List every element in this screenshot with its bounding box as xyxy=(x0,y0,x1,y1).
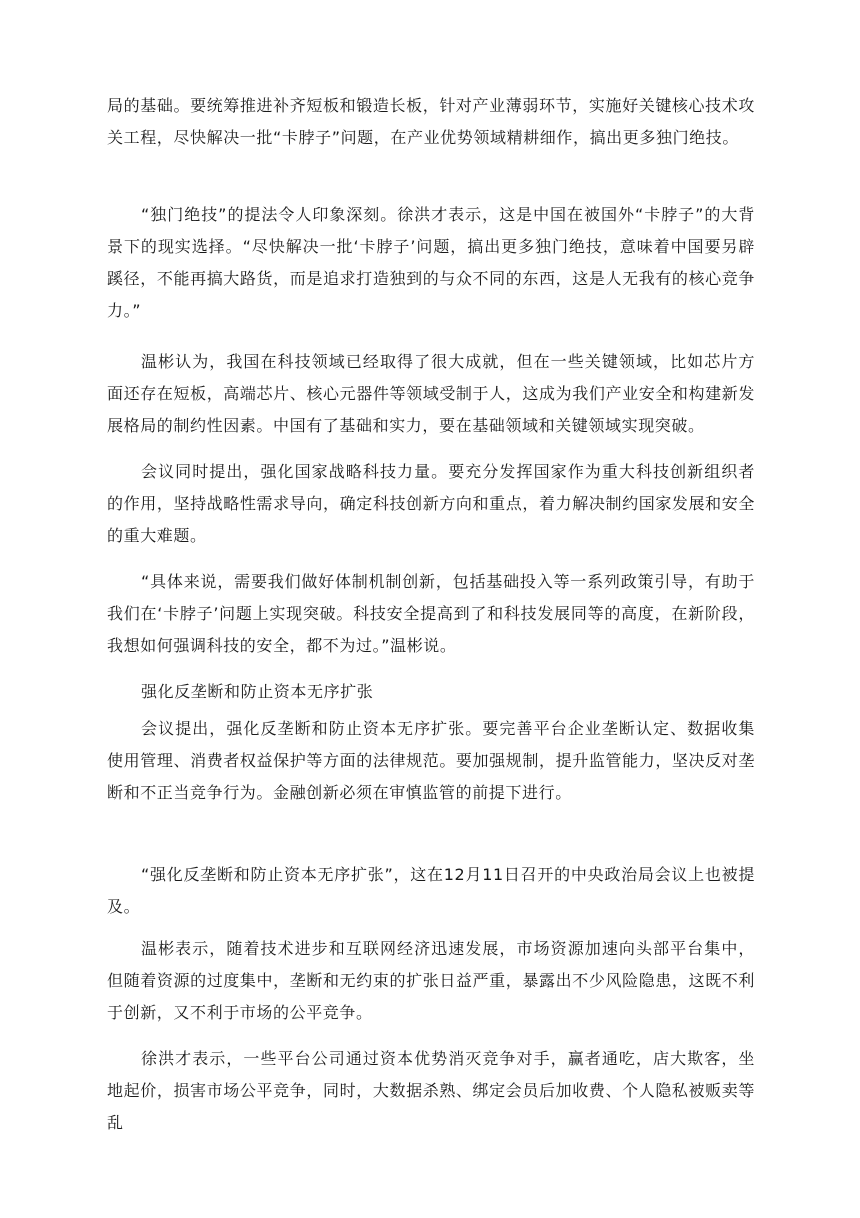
paragraph-3: 温彬认为，我国在科技领域已经取得了很大成就，但在一些关键领域，比如芯片方面还存在短板，高端芯片、核心元器件等领域受制于人，这成为我们产业安全和构建新发展格局的制约性因素。中国有了基础和实力，要在基础领域和关键领域实现突破。 xyxy=(107,352,755,435)
paragraph-5: “具体来说，需要我们做好体制机制创新，包括基础投入等一系列政策引导，有助于我们在‘卡脖子’问题上实现突破。科技安全提高到了和科技发展同等的高度，在新阶段，我想如何强调科技的安全，都不为过。”温彬说。 xyxy=(107,572,755,655)
section-heading: 强化反垄断和防止资本无序扩张 xyxy=(141,682,374,701)
paragraph-7: “强化反垄断和防止资本无序扩张”，这在12月11日召开的中央政治局会议上也被提及。 xyxy=(107,865,755,916)
paragraph-4: 会议同时提出，强化国家战略科技力量。要充分发挥国家作为重大科技创新组织者的作用，坚持战略性需求导向，确定科技创新方向和重点，着力解决制约国家发展和安全的重大难题。 xyxy=(107,462,755,545)
paragraph-6: 会议提出，强化反垄断和防止资本无序扩张。要完善平台企业垄断认定、数据收集使用管理、消费者权益保护等方面的法律规范。要加强规制，提升监管能力，坚决反对垄断和不正当竞争行为。金融创新必须在审慎监管的前提下进行。 xyxy=(107,719,755,802)
paragraph-2: “独门绝技”的提法令人印象深刻。徐洪才表示，这是中国在被国外“卡脖子”的大背景下的现实选择。“尽快解决一批‘卡脖子’问题，搞出更多独门绝技，意味着中国要另辟蹊径，不能再搞大路货，而是追求打造独到的与众不同的东西，这是人无我有的核心竞争力。” xyxy=(107,205,755,320)
paragraph-1: 局的基础。要统筹推进补齐短板和锻造长板，针对产业薄弱环节，实施好关键核心技术攻关工程，尽快解决一批“卡脖子”问题，在产业优势领域精耕细作，搞出更多独门绝技。 xyxy=(107,96,755,147)
paragraph-9: 徐洪才表示，一些平台公司通过资本优势消灭竞争对手，赢者通吃，店大欺客，坐地起价，损害市场公平竞争，同时，大数据杀熟、绑定会员后加收费、个人隐私被贩卖等乱 xyxy=(107,1049,755,1132)
paragraph-8: 温彬表示，随着技术进步和互联网经济迅速发展，市场资源加速向头部平台集中，但随着资源的过度集中，垄断和无约束的扩张日益严重，暴露出不少风险隐患，这既不利于创新，又不利于市场的公平竞争。 xyxy=(107,939,755,1022)
